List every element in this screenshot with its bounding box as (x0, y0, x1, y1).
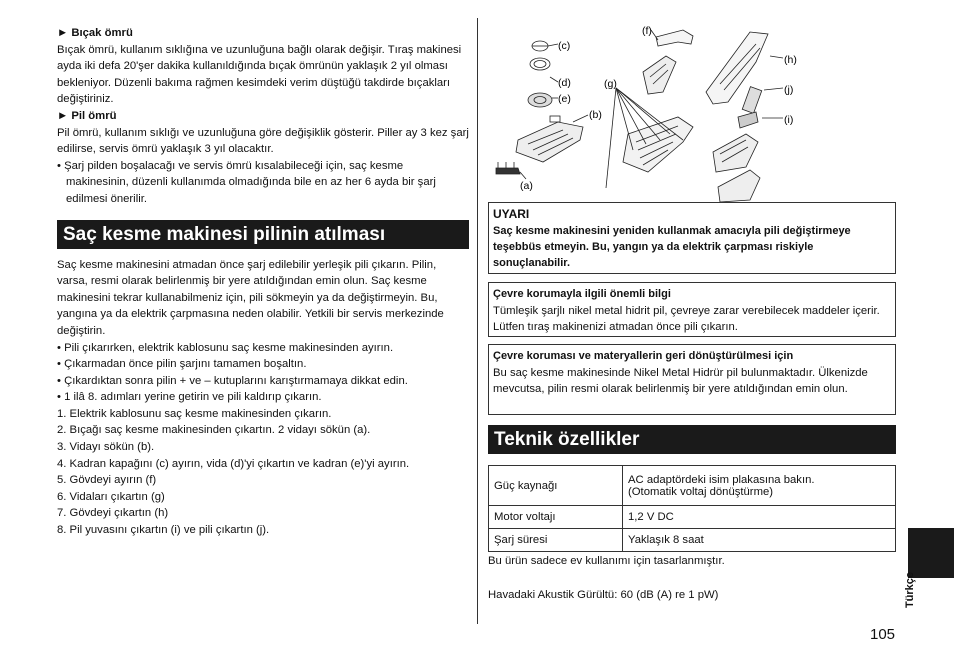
blade-life-heading: ► Bıçak ömrü (57, 27, 133, 39)
leader-line (651, 30, 658, 40)
base-chassis-shape (718, 170, 760, 202)
label-d: (d) (558, 77, 571, 89)
leader-line (770, 56, 783, 58)
battery-disposal-title: Saç kesme makinesi pilinin atılması (57, 220, 469, 249)
label-h: (h) (784, 54, 797, 66)
disassembly-illustration (488, 22, 898, 202)
leader-line (764, 88, 783, 90)
environment-info-title: Çevre korumayla ilgili önemli bilgi (493, 288, 671, 300)
page-number: 105 (870, 626, 896, 643)
blade-life-text: Bıçak ömrü, kullanım sıklığına ve uzunluğuna bağlı olarak değişir. Tıraş makinesi ayda iki defa 20'şer dakika kullanıldığında bıçak ömrünün yaklaşık 2 yıl olması bekleniyor. Düzenli bakıma rağmen kesimdeki verim düştüğü takdirde bıçakları değiştiriniz. (57, 43, 462, 106)
dial-shape (528, 93, 552, 107)
disposal-intro: Saç kesme makinesini atmadan önce şarj edilebilir yerleşik pili çıkarın. Pilin, varsa, resmi olarak belirlenmiş bir yere atıldığından emin olun. Saç kesme makinesini tekrar kullanabilmeniz için, pili sökmeyin ya da değiştirmeyin. Bu, yangına ya da elektrik çarpmasına neden olabilir. Yetkili bir servis merkezinde değiştirin. (57, 258, 444, 337)
leader-line (573, 115, 588, 122)
leader-line (520, 172, 526, 179)
chassis-shape (623, 117, 693, 172)
label-b: (b) (589, 109, 602, 121)
step-item: 2. Bıçağı saç kesme makinesinden çıkartın. 2 vidayı sökün (a). (57, 424, 371, 437)
specifications-title: Teknik özellikler (488, 425, 896, 454)
bullet-item: • Çıkardıktan sonra pilin + ve – kutuplarını karıştırmamaya dikkat edin. (57, 374, 408, 387)
lower-chassis-shape (713, 134, 758, 172)
dial-ring-shape (530, 58, 550, 70)
label-j: (j) (784, 84, 794, 96)
environment-info-box (488, 282, 896, 337)
specifications-table (488, 465, 896, 552)
label-a: (a) (520, 180, 533, 192)
step-item: 7. Gövdeyi çıkartın (h) (57, 507, 169, 520)
home-use-note: Bu ürün sadece ev kullanımı için tasarlanmıştır. (488, 555, 725, 567)
body-cover-shape (656, 30, 693, 46)
battery-life-text: Pil ömrü, kullanım sıklığı ve uzunluğuna göre değişiklik gösterir. Piller ay 3 kez şarj edilirse, servis ömrü yaklaşık 3 yıl olacaktır. (57, 126, 469, 156)
spec-value (623, 466, 896, 506)
step-item: 5. Gövdeyi ayırın (f) (57, 474, 157, 487)
column-divider (477, 18, 478, 624)
language-tab-label (906, 570, 924, 615)
spec-value: Yaklaşık 8 saat (623, 529, 896, 552)
label-c: (c) (558, 40, 571, 52)
clipper-head-shape (516, 122, 583, 162)
main-body-shape (643, 56, 676, 94)
blade-shape (496, 168, 520, 174)
language-tab-text: Türkçe (904, 571, 917, 609)
leader-line (550, 77, 558, 82)
step-item: 8. Pil yuvasını çıkartın (i) ve pili çıkartın (j). (57, 524, 270, 537)
table-row (489, 529, 896, 552)
warning-text: Saç kesme makinesini yeniden kullanmak amacıyla pili değiştirmeye teşebbüs etmeyin. Bu, yangın ya da elektrik çarpması riskiyle sonuçlanabilir. (493, 224, 851, 269)
environment-info-text: Tümleşik şarjlı nikel metal hidrit pil, çevreye zarar verebilecek maddeler içerir. Lütfen tıraş makinenizi atmadan önce pili çıkarın. (493, 304, 880, 334)
step-item: 4. Kadran kapağını (c) ayırın, vida (d)'yi çıkartın ve kadran (e)'yi ayırın. (57, 457, 410, 470)
table-row (489, 466, 896, 506)
disposal-bullets (57, 340, 469, 406)
warning-title: UYARI (493, 207, 530, 221)
bullet-item: • Pili çıkarırken, elektrik kablosunu saç kesme makinesinden ayırın. (57, 341, 394, 354)
label-i: (i) (784, 114, 794, 126)
label-e: (e) (558, 93, 571, 105)
spec-value-line: (Otomatik voltaj dönüştürme) (628, 485, 774, 498)
step-item: 1. Elektrik kablosunu saç kesme makinesinden çıkarın. (57, 407, 332, 420)
battery-life-heading: ► Pil ömrü (57, 109, 117, 122)
spec-label: Motor voltajı (489, 506, 623, 529)
battery-holder-shape (738, 112, 758, 128)
battery-life-bullet: • Şarj pilden boşalacağı ve servis ömrü kısalabileceği için, saç kesme makinesinin, düzenli kullanımda olmadığında bile en az her 6 ayda bir şarj edilmesi önerilir. (57, 159, 436, 205)
spec-label: Şarj süresi (489, 529, 623, 552)
battery-shape (742, 87, 761, 114)
warning-box (488, 202, 896, 274)
step-item: 6. Vidaları çıkartın (g) (57, 490, 165, 503)
recycling-info-text: Bu saç kesme makinesinde Nikel Metal Hidrür pil bulunmaktadır. Ülkenizde mevcutsa, pilin resmi olarak belirlenmiş bir yere atıldığından emin olun. (493, 366, 868, 396)
disposal-steps (57, 406, 469, 539)
bullet-item: • Çıkarmadan önce pilin şarjını tamamen boşaltın. (57, 358, 307, 371)
left-column (57, 25, 469, 539)
spec-value: 1,2 V DC (623, 506, 896, 529)
spec-label: Güç kaynağı (489, 466, 623, 506)
label-f: (f) (642, 25, 652, 37)
recycling-info-title: Çevre koruması ve materyallerin geri dönüştürülmesi için (493, 350, 794, 362)
spec-value-line: AC adaptördeki isim plakasına bakın. (628, 473, 815, 486)
recycling-info-box (488, 344, 896, 415)
leader-line (548, 44, 558, 46)
bullet-item: • 1 ilâ 8. adımları yerine getirin ve pili kaldırıp çıkarın. (57, 391, 322, 404)
noise-note: Havadaki Akustik Gürültü: 60 (dB (A) re 1 pW) (488, 589, 719, 601)
label-g: (g) (604, 78, 617, 90)
step-item: 3. Vidayı sökün (b). (57, 441, 155, 454)
table-row (489, 506, 896, 529)
